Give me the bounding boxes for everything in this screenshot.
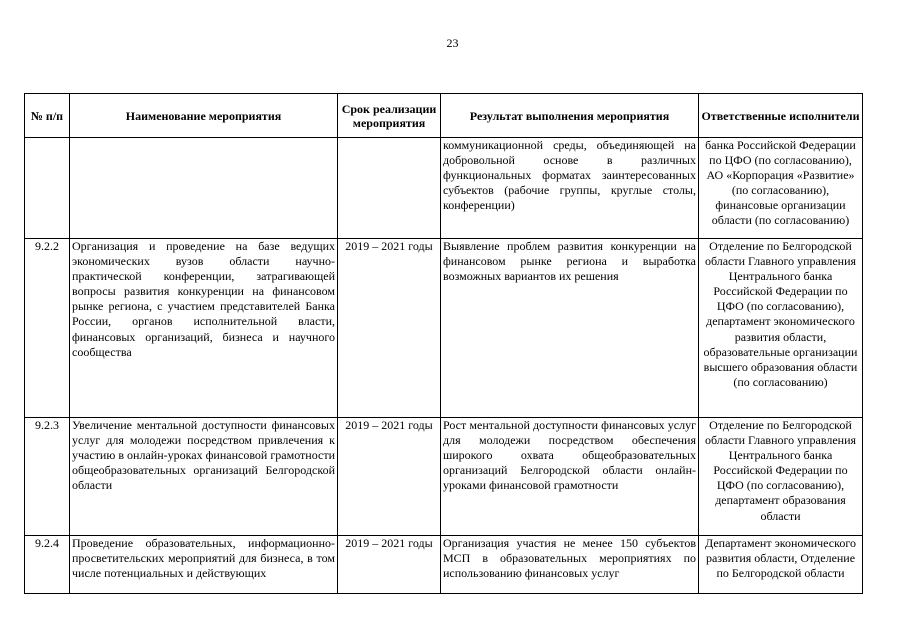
- cell-resp: Отделение по Белгородской области Главного управления Центрального банка Российской Федерации по ЦФО (по согласованию), департамент образования области: [699, 418, 863, 536]
- table-row: [25, 138, 863, 239]
- cell-term: [338, 138, 441, 239]
- cell-resp: Отделение по Белгородской области Главного управления Центрального банка Российской Федерации по ЦФО (по согласованию), департамент экономического развития области, образовательные организации высшего образования области (по согласованию): [699, 239, 863, 418]
- cell-resp: Департамент экономического развития области, Отделение по Белгородской области: [699, 536, 863, 594]
- cell-num: [25, 138, 70, 239]
- table-row: [25, 418, 863, 536]
- cell-num: 9.2.3: [25, 418, 70, 536]
- cell-resp: банка Российской Федерации по ЦФО (по согласованию), АО «Корпорация «Развитие» (по согласованию), финансовые организации области (по согласованию): [699, 138, 863, 239]
- plan-table: [24, 93, 863, 594]
- cell-term: 2019 – 2021 годы: [338, 418, 441, 536]
- header-name: Наименование мероприятия: [70, 94, 338, 138]
- table-header-row: [25, 94, 863, 138]
- page-bottom-margin: [0, 606, 905, 640]
- cell-result: коммуникационной среды, объединяющей на добровольной основе в различных функциональных форматах заинтересованных субъектов (рабочие группы, круглые столы, конференции): [441, 138, 699, 239]
- cell-result: Выявление проблем развития конкуренции на финансовом рынке региона и выработка возможных вариантов их решения: [441, 239, 699, 418]
- cell-num: 9.2.4: [25, 536, 70, 594]
- cell-term: 2019 – 2021 годы: [338, 239, 441, 418]
- cell-term: 2019 – 2021 годы: [338, 536, 441, 594]
- cell-name: Организация и проведение на базе ведущих экономических вузов области научно-практической конференции, затрагивающей вопросы развития конкуренции на финансовом рынке региона, с участием представителей Банка России, органов исполнительной власти, финансовых организаций, бизнеса и научного сообщества: [70, 239, 338, 418]
- cell-num: 9.2.2: [25, 239, 70, 418]
- cell-name: Увеличение ментальной доступности финансовых услуг для молодежи посредством привлечения к участию в онлайн-уроках финансовой грамотности общеобразовательных организаций Белгородской области: [70, 418, 338, 536]
- header-term: Срок реализации мероприятия: [338, 94, 441, 138]
- table-row: [25, 239, 863, 418]
- page-number: 23: [446, 36, 459, 50]
- cell-result: Организация участия не менее 150 субъектов МСП в образовательных мероприятиях по использованию финансовых услуг: [441, 536, 699, 594]
- header-num: № п/п: [25, 94, 70, 138]
- header-result: Результат выполнения мероприятия: [441, 94, 699, 138]
- cell-result: Рост ментальной доступности финансовых услуг для молодежи посредством обеспечения широкого охвата общеобразовательных организаций Белгородской области онлайн-уроками финансовой грамотности: [441, 418, 699, 536]
- table-row: [25, 536, 863, 594]
- cell-name: Проведение образовательных, информационно-просветительских мероприятий для бизнеса, в том числе потенциальных и действующих: [70, 536, 338, 594]
- header-resp: Ответственные исполнители: [699, 94, 863, 138]
- cell-name: [70, 138, 338, 239]
